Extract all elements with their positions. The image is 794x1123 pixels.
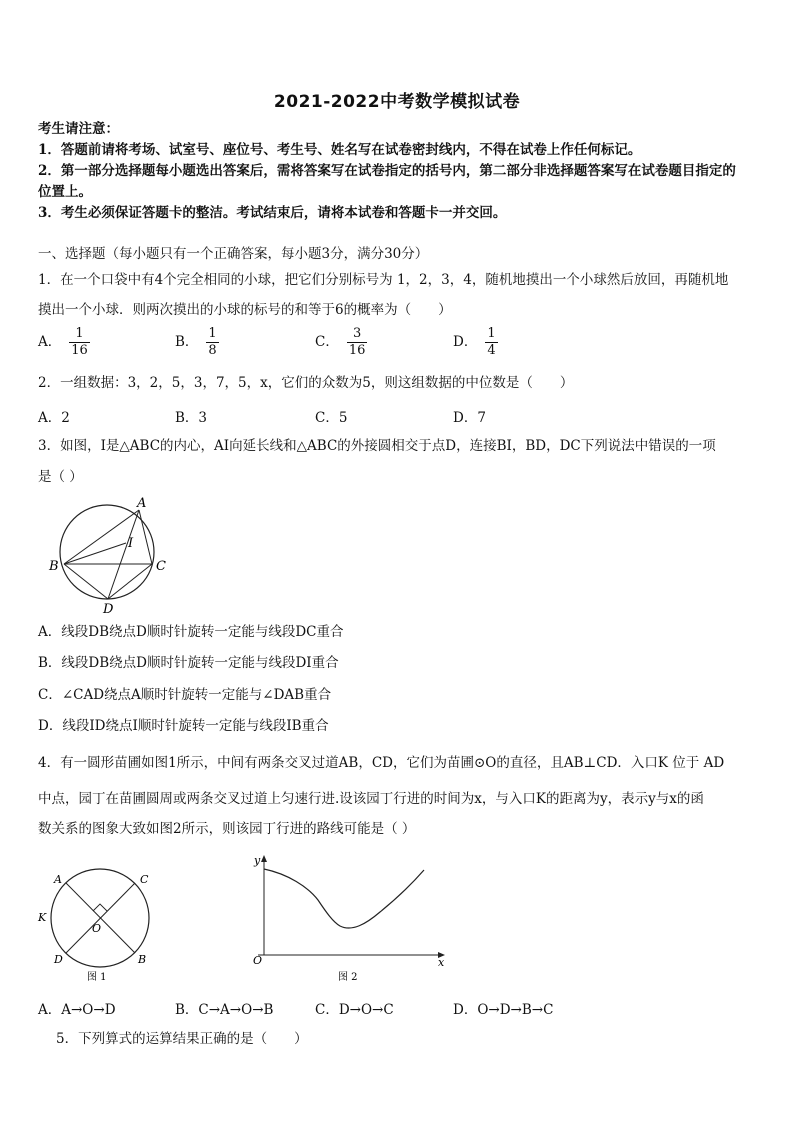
section-heading: 一、选择题（每小题只有一个正确答案，每小题3分，满分30分）	[38, 246, 429, 262]
q3-circle-figure	[42, 494, 180, 616]
question-4-text: 4．有一圆形苗圃如图1所示，中间有两条交叉过道AB，CD，它们为苗圃⊙O的直径，且AB⊥CD．入口K 位于 AD	[38, 755, 725, 771]
segment-ad	[108, 510, 139, 599]
q3-option-c: C．∠CAD绕点A顺时针旋转一定能与∠DAB重合	[38, 687, 332, 703]
question-1-text: 摸出一个小球．则两次摸出的小球的标号的和等于6的概率为（ ）	[38, 302, 452, 318]
notice-item: 1．答题前请将考场、试室号、座位号、考生号、姓名写在试卷密封线内，不得在试卷上作任何标记。	[38, 142, 642, 158]
label-c: C	[156, 559, 166, 574]
axis-label-x: x	[438, 956, 445, 969]
figure-caption: 图 2	[338, 972, 358, 983]
q2-option-d: D．7	[453, 410, 486, 426]
question-4-text: 中点，园丁在苗圃圆周或两条交叉过道上匀速行进.设该园丁行进的时间为x，与入口K的距离为y，表示y与x的函	[38, 791, 704, 807]
q3-option-a: A．线段DB绕点D顺时针旋转一定能与线段DC重合	[38, 624, 344, 640]
numerator: 1	[487, 326, 496, 341]
notice-item: 位置上。	[38, 184, 92, 200]
denominator: 16	[71, 343, 88, 358]
question-4-text: 数关系的图象大致如图2所示，则该园丁行进的路线可能是（ ）	[38, 821, 416, 837]
label-b: B	[49, 559, 59, 574]
option-label: C．	[315, 334, 339, 350]
denominator: 4	[487, 343, 496, 358]
label-o: O	[92, 922, 102, 935]
question-3-text: 是（ ）	[38, 469, 83, 485]
denominator: 16	[348, 343, 366, 358]
segment-ac	[139, 510, 152, 564]
q3-option-b: B．线段DB绕点D顺时针旋转一定能与线段DI重合	[38, 655, 339, 671]
q2-option-c: C．5	[315, 410, 348, 426]
fraction	[206, 326, 218, 359]
circumcircle	[60, 505, 154, 599]
origin-label: O	[253, 954, 263, 967]
q1-option-b	[175, 326, 219, 359]
label-k: K	[38, 911, 47, 924]
option-label: A．	[38, 334, 62, 350]
label-a: A	[54, 873, 62, 886]
fraction	[347, 326, 368, 359]
segment-bi	[64, 543, 126, 564]
axis-label-y: y	[254, 854, 261, 867]
label-c: C	[140, 873, 149, 886]
y-axis-arrow	[261, 855, 267, 862]
fraction	[485, 326, 497, 359]
label-a: A	[137, 496, 147, 511]
numerator: 1	[208, 326, 217, 341]
option-label: D．	[453, 334, 478, 350]
q1-option-c	[315, 326, 367, 359]
q2-option-a: A．2	[38, 410, 70, 426]
q3-option-d: D．线段ID绕点I顺时针旋转一定能与线段IB重合	[38, 718, 329, 734]
question-3-text: 3．如图，I是△ABC的内心，AI向延长线和△ABC的外接圆相交于点D，连接BI，BD，DC下列说法中错误的一项	[38, 438, 716, 454]
option-label: B．	[175, 334, 199, 350]
function-curve	[264, 869, 424, 928]
q4-figure-2	[248, 852, 454, 988]
right-angle-mark	[93, 904, 107, 911]
label-d: D	[54, 953, 63, 966]
notice-heading: 考生请注意：	[38, 121, 119, 137]
notice-item: 2．第一部分选择题每小题选出答案后，需将答案写在试卷指定的括号内，第二部分非选择题答案写在试卷题目指定的	[38, 163, 736, 179]
label-b: B	[138, 953, 147, 966]
q2-option-b: B．3	[175, 410, 208, 426]
question-5-text: 5．下列算式的运算结果正确的是（ ）	[56, 1031, 308, 1047]
fraction	[69, 326, 90, 359]
numerator: 3	[352, 326, 362, 341]
page-title: 2021-2022中考数学模拟试卷	[273, 92, 521, 112]
numerator: 1	[75, 326, 84, 341]
denominator: 8	[208, 343, 217, 358]
label-d: D	[103, 602, 114, 616]
question-1-text: 1．在一个口袋中有4个完全相同的小球，把它们分别标号为 1，2，3，4，随机地摸出一个小球然后放回，再随机地	[38, 272, 729, 288]
q4-option-a: A．A→O→D	[38, 1002, 116, 1018]
q4-option-d: D．O→D→B→C	[453, 1002, 554, 1018]
notice-item: 3．考生必须保证答题卡的整洁。考试结束后，请将本试卷和答题卡一并交回。	[38, 205, 507, 221]
q4-figure-1	[34, 866, 164, 986]
figure-caption: 图 1	[87, 972, 107, 983]
q1-option-a	[38, 326, 90, 359]
q4-option-c: C．D→O→C	[315, 1002, 394, 1018]
question-2-text: 2．一组数据：3，2，5，3，7，5，x，它们的众数为5，则这组数据的中位数是（ ）	[38, 375, 574, 391]
label-i: I	[128, 536, 134, 551]
q1-option-d	[453, 326, 498, 359]
q4-option-b: B．C→A→O→B	[175, 1002, 274, 1018]
